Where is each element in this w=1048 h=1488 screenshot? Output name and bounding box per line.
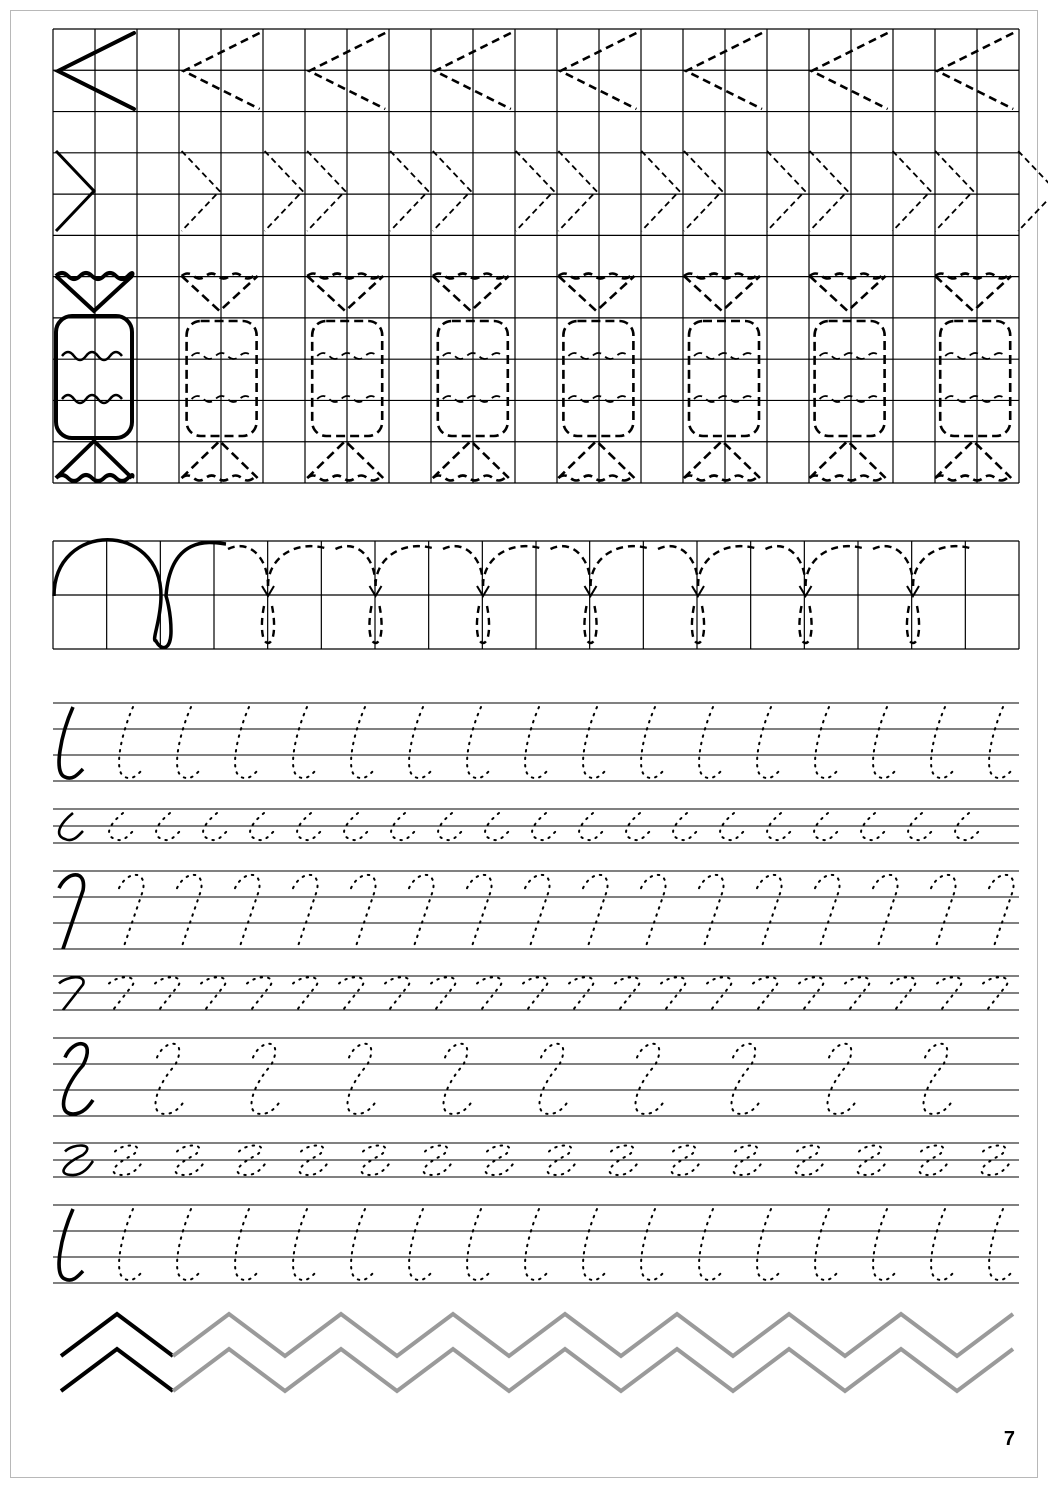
zigzag-trace-section: [11, 11, 1037, 1477]
zigzag-example: [61, 1314, 173, 1391]
zigzag-guide: [173, 1314, 1013, 1391]
zigzag-guide-upper: [173, 1314, 1013, 1356]
worksheet-page: [10, 10, 1038, 1478]
page-number: 7: [1003, 1428, 1015, 1450]
zigzag-guide-lower: [173, 1349, 1013, 1391]
